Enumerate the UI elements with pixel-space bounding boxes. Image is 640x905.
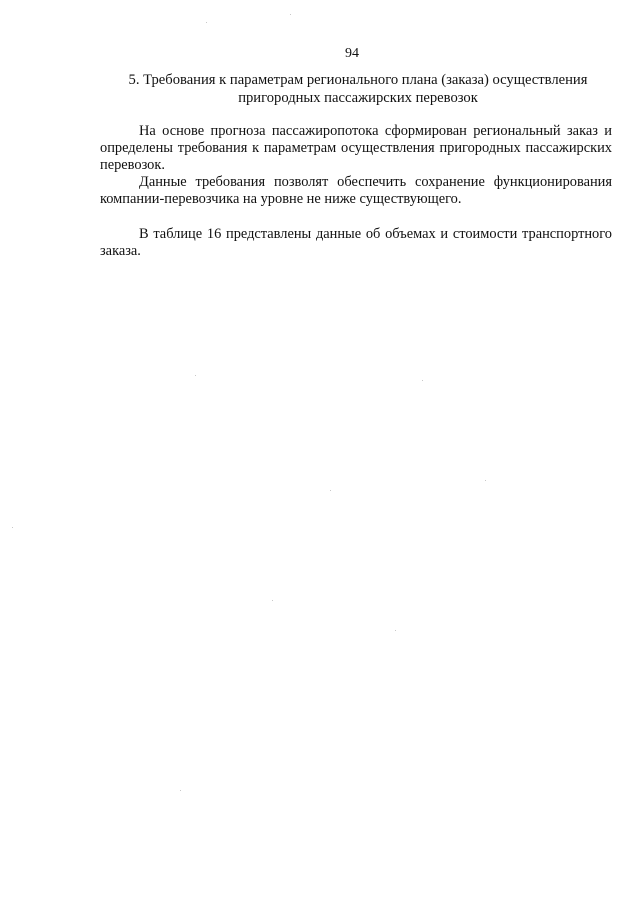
paragraph-table-reference	[100, 226, 612, 260]
scan-speck	[180, 790, 181, 791]
page-number: 94	[345, 46, 359, 61]
paragraph-text: Данные требования позволят обеспечить сохранение функционирования компании-перевозчика на уровне не ниже существующего.	[100, 174, 612, 207]
paragraph-text: На основе прогноза пассажиропотока сформирован региональный заказ и определены требования к параметрам осуществления пригородных пассажирских перевозок.	[100, 123, 612, 173]
scan-speck	[290, 14, 291, 15]
paragraph-regional-order	[100, 123, 612, 174]
section-title: 5. Требования к параметрам регионального плана (заказа) осуществления пригородных пассажирских перевозок	[128, 72, 588, 106]
scan-speck	[422, 380, 423, 381]
scan-speck	[272, 600, 273, 601]
scan-speck	[395, 630, 396, 631]
scan-speck	[206, 22, 207, 23]
scan-speck	[330, 490, 331, 491]
scan-speck	[195, 375, 196, 376]
scan-speck	[485, 480, 486, 481]
scan-speck	[12, 527, 13, 528]
paragraph-text: В таблице 16 представлены данные об объемах и стоимости транспортного заказа.	[100, 226, 612, 259]
paragraph-requirements	[100, 174, 612, 208]
